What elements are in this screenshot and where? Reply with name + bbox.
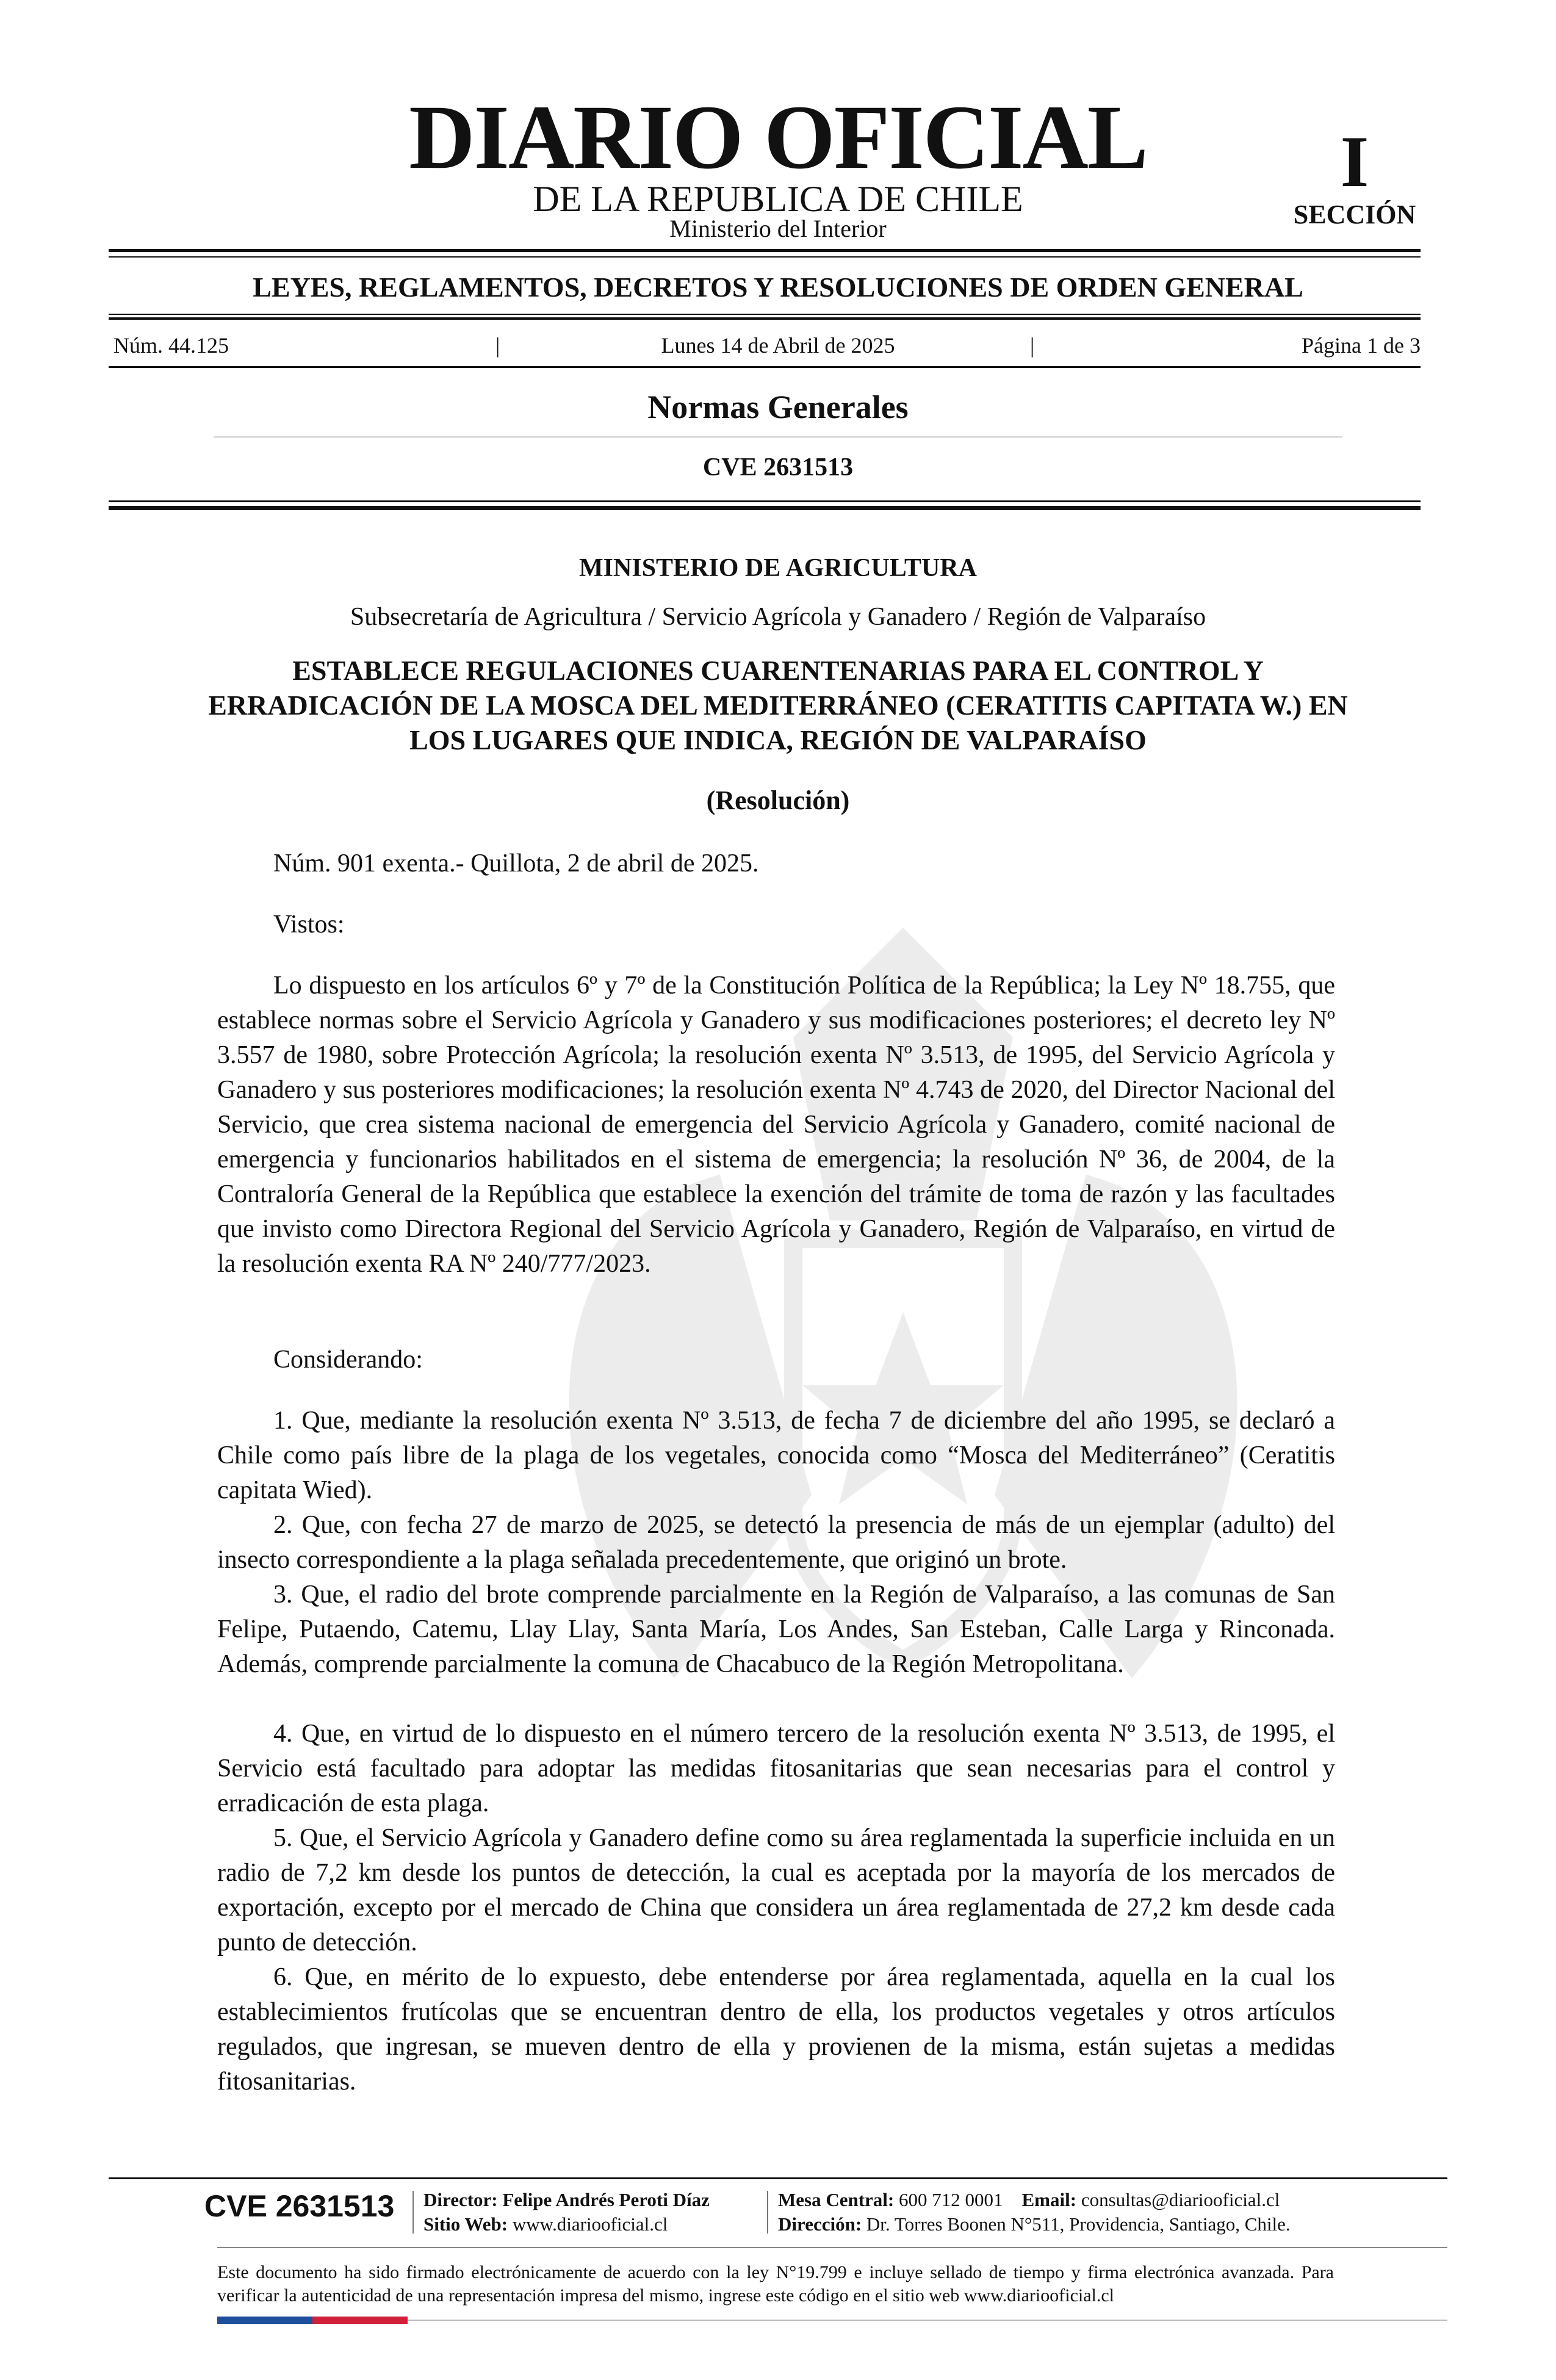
section-title-underline — [214, 436, 1342, 438]
footer-contact-block — [778, 2188, 1291, 2237]
document-title: ESTABLECE REGULACIONES CUARENTENARIAS PARA EL CONTROL Y ERRADICACIÓN DE LA MOSCA DEL MEDITERRÁNEO (CERATITIS CAPITATA W.) EN LOS LUGARES QUE INDICA, REGIÓN DE VALPARAÍSO — [208, 655, 1348, 755]
footer-director-block — [423, 2188, 710, 2237]
section-title: Normas Generales — [647, 389, 909, 425]
considerando-item: 1. Que, mediante la resolución exenta Nº 3.513, de fecha 7 de diciembre del año 1995, se declaró a Chile como país libre de la plaga de los vegetales, conocida como “Mosca del Mediterráneo” (Ceratitis capitata Wied). — [217, 1407, 1335, 1504]
footer-cve-code: CVE 2631513 — [204, 2189, 395, 2223]
footer-note-rule — [217, 2247, 1447, 2248]
considerando-item: 2. Que, con fecha 27 de marzo de 2025, se detectó la presencia de más de un ejemplar (adulto) del insecto correspondiente a la plaga señalada precedentemente, que originó un brote. — [217, 1511, 1335, 1574]
resolution-number: Núm. 901 exenta.- Quillota, 2 de abril de 2025. — [273, 849, 759, 878]
footer-rule — [109, 2177, 1447, 2179]
subsecretaria-line: Subsecretaría de Agricultura / Servicio Agrícola y Ganadero / Región de Valparaíso — [350, 603, 1206, 631]
masthead-ministry: Ministerio del Interior — [669, 215, 887, 242]
director-label: Director: — [423, 2189, 498, 2210]
issue-page: Página 1 de 3 — [1302, 333, 1421, 358]
section-numeral: I — [1340, 121, 1369, 202]
cve-rule-thin — [109, 500, 1421, 502]
vistos-paragraph: Lo dispuesto en los artículos 6º y 7º de la Constitución Política de la República; la Ley Nº 18.755, que establece normas sobre el Servicio Agrícola y Ganadero y sus modificaciones posteriores; el decreto ley Nº 3.557 de 1980, sobre Protección Agrícola; la resolución exenta Nº 3.513, de 1995, del Servicio Agrícola y Ganadero y sus posteriores modificaciones; la resolución exenta Nº 4.743 de 2020, del Director Nacional del Servicio, que crea sistema nacional de emergencia del Servicio Agrícola y Ganadero, comité nacional de emergencia y funcionarios habilitados en el sistema de emergencia; la resolución Nº 36, de 2004, de la Contraloría General de la República que establece la exención del trámite de toma de razón y las facultades que invisto como Directora Regional del Servicio Agrícola y Ganadero, Región de Valparaíso, en virtud de la resolución exenta RA Nº 240/777/2023. — [217, 972, 1335, 1278]
masthead-subtitle: DE LA REPUBLICA DE CHILE — [533, 179, 1023, 219]
masthead-rule-thin — [109, 256, 1421, 258]
flag-color-bar — [217, 2317, 408, 2324]
address-label: Dirección: — [778, 2213, 862, 2235]
category-heading: LEYES, REGLAMENTOS, DECRETOS Y RESOLUCIONES DE ORDEN GENERAL — [253, 272, 1303, 303]
ministry-heading: MINISTERIO DE AGRICULTURA — [579, 554, 977, 582]
email-label: Email: — [1021, 2189, 1077, 2210]
masthead-rule-thick — [109, 249, 1421, 252]
category-rule-top — [109, 314, 1421, 315]
document-type: (Resolución) — [706, 785, 850, 815]
website-link[interactable]: www.diariooficial.cl — [512, 2213, 668, 2235]
info-rule — [109, 366, 1421, 368]
footer-separator — [412, 2191, 414, 2234]
website-label: Sitio Web: — [423, 2213, 508, 2235]
issue-date: Lunes 14 de Abril de 2025 — [661, 333, 895, 358]
flag-red-segment — [312, 2317, 408, 2324]
section-label: SECCIÓN — [1293, 200, 1416, 229]
considerando-item: 5. Que, el Servicio Agrícola y Ganadero define como su área reglamentada la superficie incluida en un radio de 7,2 km desde los puntos de detección, la cual es aceptada por la mayoría de los mercados de exportación, excepto por el mercado de China que considera un área reglamentada de 27,2 km desde cada punto de detección. — [217, 1824, 1335, 1956]
phone-number: 600 712 0001 — [899, 2189, 1003, 2210]
issue-separator: | — [495, 333, 500, 358]
email-link[interactable]: consultas@diariooficial.cl — [1081, 2189, 1280, 2210]
director-name: Felipe Andrés Peroti Díaz — [502, 2189, 710, 2210]
considerando-item: 4. Que, en virtud de lo dispuesto en el número tercero de la resolución exenta Nº 3.513, de 1995, el Servicio está facultado para adoptar las medidas fitosanitarias que sean necesarias para el control y erradicación de esta plaga. — [217, 1720, 1335, 1817]
cve-rule-thick — [109, 506, 1421, 510]
cve-code: CVE 2631513 — [702, 453, 854, 481]
phone-label: Mesa Central: — [778, 2189, 895, 2210]
considerando-item: 6. Que, en mérito de lo expuesto, debe entenderse por área reglamentada, aquella en la cual los establecimientos frutícolas que se encuentran dentro de ella, los productos vegetales y otros artículos regulados, que ingresan, se mueven dentro de ella y provienen de la misma, están sujetas a medidas fitosanitarias. — [217, 1963, 1335, 2096]
category-rule-bottom — [109, 317, 1421, 320]
considerando-label: Considerando: — [273, 1346, 423, 1374]
considerando-item: 3. Que, el radio del brote comprende parcialmente en la Región de Valparaíso, a las comunas de San Felipe, Putaendo, Catemu, Llay Llay, Santa María, Los Andes, San Esteban, Calle Larga y Rinconada. Además, comprende parcialmente la comuna de Chacabuco de la Región Metropolitana. — [217, 1581, 1335, 1678]
flag-blue-segment — [217, 2317, 312, 2324]
flag-bar-rule — [408, 2320, 1447, 2321]
footer-separator — [767, 2191, 768, 2234]
vistos-label: Vistos: — [273, 911, 345, 939]
issue-number: Núm. 44.125 — [113, 333, 229, 358]
issue-separator: | — [1030, 333, 1035, 358]
masthead-title: DIARIO OFICIAL — [409, 87, 1147, 188]
address-text: Dr. Torres Boonen N°511, Providencia, Santiago, Chile. — [866, 2213, 1291, 2235]
footer-verification-note: Este documento ha sido firmado electrónicamente de acuerdo con la ley N°19.799 e incluye sellado de tiempo y firma electrónica avanzada. Para verificar la autenticidad de una representación impresa del mismo, ingrese este código en el sitio web www.diariooficial.cl — [217, 2262, 1334, 2306]
